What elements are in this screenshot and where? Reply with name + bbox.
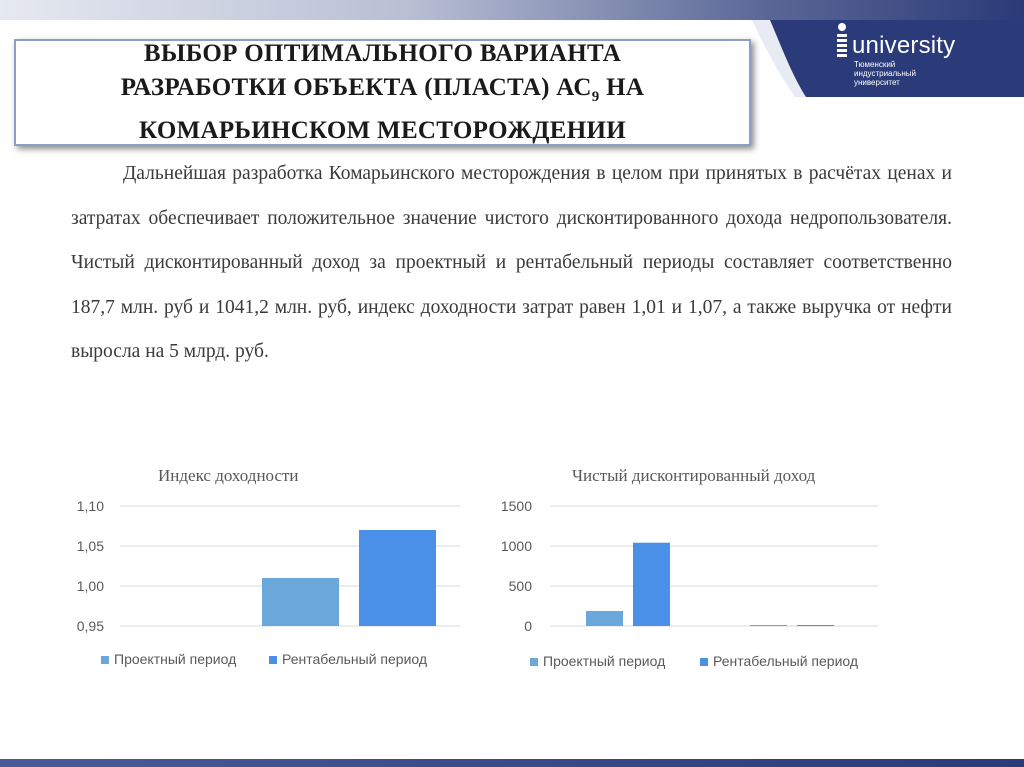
- y-tick-label: 1,05: [76, 538, 104, 554]
- title-box: [14, 39, 751, 146]
- logo-sub-line: университет: [854, 78, 900, 87]
- university-logo: [832, 18, 992, 90]
- title-line-2-end: НА: [599, 74, 645, 101]
- y-tick-label: 1,00: [76, 578, 104, 594]
- title-line-3: КОМАРЬИНСКОМ МЕСТОРОЖДЕНИИ: [139, 117, 626, 144]
- y-tick-label: 0: [524, 618, 532, 634]
- logo-sub-line: Тюменский: [854, 60, 896, 69]
- legend-label: Рентабельный период: [282, 651, 428, 667]
- logo-subtitle: [854, 60, 916, 87]
- logo-word: university: [852, 32, 956, 59]
- logo-mark-icon: [834, 22, 850, 82]
- page-title: [81, 37, 684, 148]
- bar-profitable: [359, 530, 436, 626]
- bottom-band: [0, 759, 1024, 767]
- legend-swatch: [700, 658, 708, 666]
- bar-profitable: [797, 625, 834, 626]
- title-subscript: 9: [591, 89, 600, 105]
- y-tick-label: 0,95: [76, 618, 104, 634]
- y-tick-label: 1000: [500, 538, 532, 554]
- y-tick-label: 1500: [500, 498, 532, 514]
- chart2-title: Чистый дисконтированный доход: [572, 466, 816, 485]
- bar-project: [262, 578, 339, 626]
- legend-swatch: [530, 658, 538, 666]
- chart-npv: [480, 492, 890, 682]
- chart1-title: Индекс доходности: [158, 466, 299, 485]
- body-paragraph: Дальнейшая разработка Комарьинского месторождения в целом при принятых в расчётах ценах и затратах обеспечивает положительное значение чистого дисконтированного дохода недропользователя. Чистый дисконтированный доход за проектный и рентабельный периоды составляет соответственно 187,7 млн. руб и 1041,2 млн. руб, индекс доходности затрат равен 1,01 и 1,07, а также выручка от нефти выросла на 5 млрд. руб.: [71, 163, 952, 362]
- title-line-2: РАЗРАБОТКИ ОБЪЕКТА (ПЛАСТА) АС: [120, 74, 592, 101]
- chart-profitability-index: [60, 492, 470, 682]
- logo-sub-line: индустриальный: [854, 69, 916, 78]
- legend-label: Проектный период: [543, 653, 666, 669]
- y-tick-label: 1,10: [76, 498, 104, 514]
- legend-swatch: [269, 656, 277, 664]
- bar-project: [750, 625, 787, 626]
- legend-swatch: [101, 656, 109, 664]
- y-tick-label: 500: [508, 578, 532, 594]
- title-line-1: ВЫБОР ОПТИМАЛЬНОГО ВАРИАНТА: [143, 40, 622, 67]
- bar-project: [586, 611, 623, 626]
- legend-label: Рентабельный период: [713, 653, 859, 669]
- bar-profitable: [633, 543, 670, 626]
- legend-label: Проектный период: [114, 651, 237, 667]
